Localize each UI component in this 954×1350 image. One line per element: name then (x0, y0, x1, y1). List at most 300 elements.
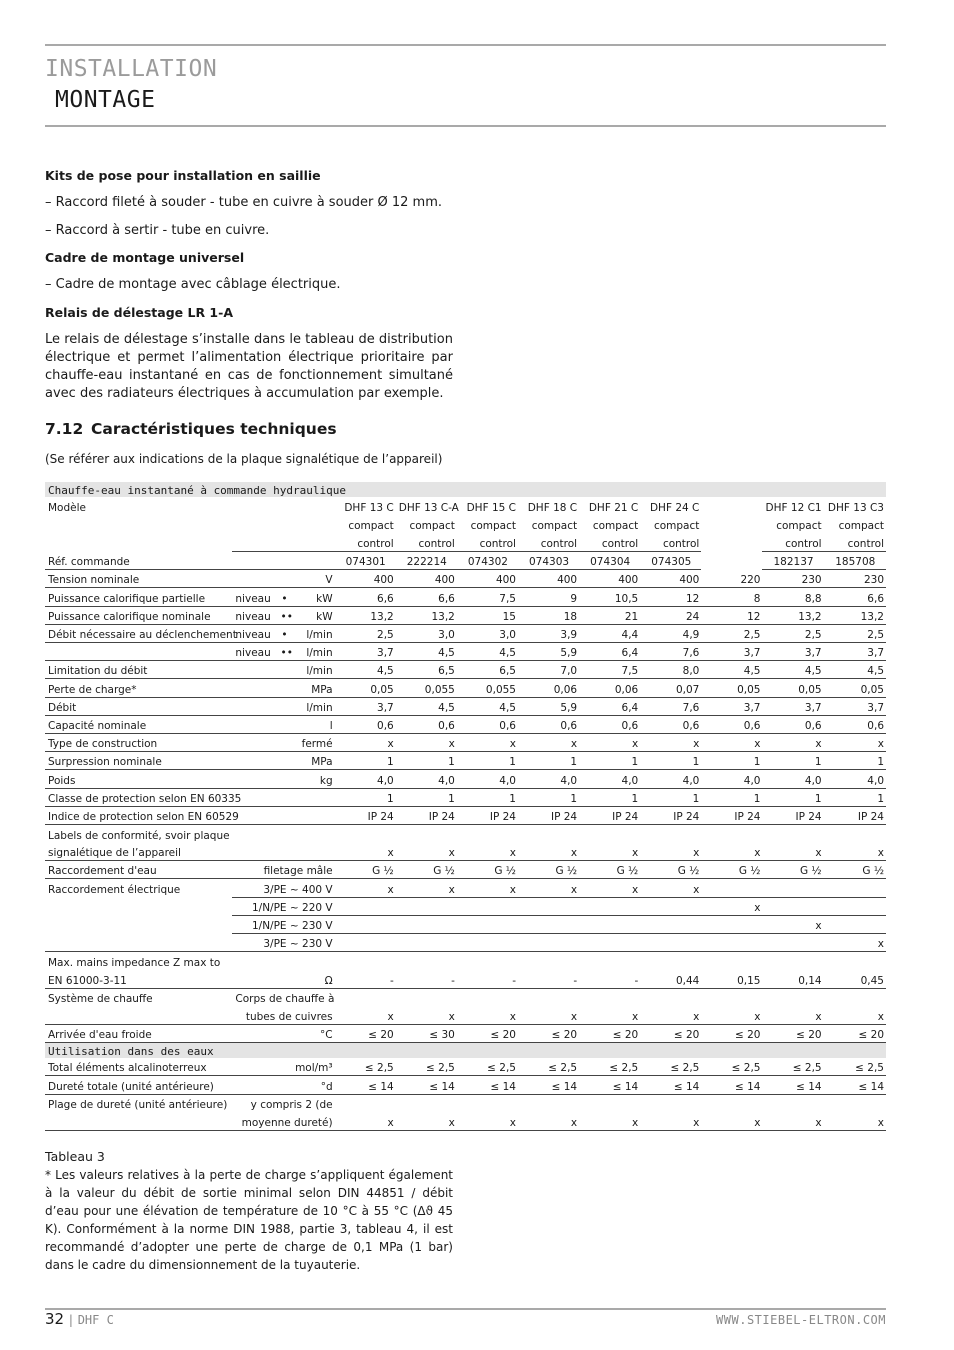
value-cell: IP 24 (701, 806, 762, 824)
value-cell: ≤ 14 (640, 1076, 701, 1094)
band-label: Chauffe-eau instantané à commande hydraulique (45, 482, 886, 497)
value-cell: 1 (518, 788, 579, 806)
value-cell: 3,7 (701, 697, 762, 715)
value-cell: 7,6 (640, 643, 701, 661)
row-bullet (278, 752, 291, 770)
table-row (45, 897, 886, 915)
row-qualifier: moyenne dureté) (232, 1112, 334, 1130)
value-cell: 230 (762, 570, 823, 588)
model-header-row (45, 515, 886, 533)
value-cell: 0,055 (396, 679, 457, 697)
value-cell: x (640, 1006, 701, 1024)
value-cell: 1 (396, 788, 457, 806)
value-cell: x (824, 1006, 886, 1024)
value-cell (824, 824, 886, 842)
row-bullet (278, 1024, 291, 1042)
value-cell: ≤ 20 (457, 1024, 518, 1042)
row-qualifier (232, 715, 277, 733)
value-cell (640, 824, 701, 842)
value-cell: G ½ (335, 861, 396, 879)
row-unit: MPa (291, 679, 335, 697)
value-cell: 0,44 (640, 970, 701, 988)
value-cell (701, 824, 762, 842)
row-label: Total éléments alcalinoterreux (45, 1058, 232, 1076)
table-row (45, 570, 886, 588)
value-cell: 7,0 (518, 661, 579, 679)
table-row (45, 788, 886, 806)
value-cell: 6,6 (824, 588, 886, 606)
value-cell: ≤ 2,5 (457, 1058, 518, 1076)
value-cell (518, 952, 579, 970)
table-row (45, 843, 886, 861)
value-cell: 2,5 (701, 624, 762, 642)
value-cell (762, 988, 823, 1006)
value-cell: 400 (579, 570, 640, 588)
value-cell (579, 915, 640, 933)
value-cell: 4,5 (457, 643, 518, 661)
value-cell: IP 24 (762, 806, 823, 824)
row-label: Capacité nominale (45, 715, 232, 733)
row-label: Réf. commande (45, 552, 232, 570)
table-row (45, 752, 886, 770)
row-label: Surpression nominale (45, 752, 232, 770)
row-label: Perte de charge* (45, 679, 232, 697)
value-cell: 0,05 (335, 679, 396, 697)
value-cell: ≤ 2,5 (824, 1058, 886, 1076)
row-qualifier: 3/PE ~ 400 V (232, 879, 334, 897)
row-bullet (278, 552, 291, 570)
value-cell: ≤ 2,5 (579, 1058, 640, 1076)
row-label (45, 915, 232, 933)
value-cell: x (579, 1112, 640, 1130)
value-cell: x (762, 915, 823, 933)
value-cell: 400 (396, 570, 457, 588)
value-cell: ≤ 20 (518, 1024, 579, 1042)
value-cell (824, 1094, 886, 1112)
model-name: DHF 18 C (527, 502, 578, 515)
model-name: control (518, 533, 579, 551)
value-cell: ≤ 20 (762, 1024, 823, 1042)
value-cell: x (762, 1112, 823, 1130)
model-name (701, 515, 762, 533)
value-cell: x (762, 843, 823, 861)
table-band (45, 1043, 886, 1058)
value-cell: ≤ 2,5 (762, 1058, 823, 1076)
kits-heading: Kits de pose pour installation en saillie (45, 168, 321, 183)
value-cell: ≤ 14 (457, 1076, 518, 1094)
value-cell: 1 (701, 752, 762, 770)
model-name: compact (531, 520, 578, 533)
value-cell: x (518, 1006, 579, 1024)
table-row (45, 624, 886, 642)
value-cell: 0,6 (335, 715, 396, 733)
value-cell (762, 1094, 823, 1112)
row-label (45, 934, 232, 952)
value-cell: - (457, 970, 518, 988)
value-cell: 185708 (824, 552, 886, 570)
model-header-row (45, 497, 886, 515)
table-row (45, 643, 886, 661)
table-row (45, 915, 886, 933)
row-unit: l (291, 715, 335, 733)
table-band (45, 482, 886, 497)
value-cell: ≤ 14 (518, 1076, 579, 1094)
value-cell: 9 (518, 588, 579, 606)
value-cell: x (396, 879, 457, 897)
row-qualifier: niveau (232, 643, 277, 661)
table-row (45, 934, 886, 952)
footnote (45, 1148, 453, 1274)
value-cell: 4,0 (518, 770, 579, 788)
value-cell (518, 824, 579, 842)
row-qualifier: niveau (232, 588, 277, 606)
value-cell: 2,5 (824, 624, 886, 642)
row-qualifier: 3/PE ~ 230 V (232, 934, 334, 952)
value-cell: 0,055 (457, 679, 518, 697)
spacer-cell (278, 533, 291, 551)
value-cell: G ½ (824, 861, 886, 879)
value-cell: 400 (518, 570, 579, 588)
value-cell (762, 824, 823, 842)
value-cell: x (457, 1006, 518, 1024)
page-number: 32 (45, 1310, 65, 1328)
model-name (701, 533, 762, 551)
row-bullet (278, 697, 291, 715)
value-cell (701, 988, 762, 1006)
row-unit: kg (291, 770, 335, 788)
value-cell (396, 915, 457, 933)
section-heading (45, 420, 337, 438)
table-row (45, 1112, 886, 1130)
table-row (45, 806, 886, 824)
value-cell: x (335, 879, 396, 897)
row-label: Limitation du débit (45, 661, 232, 679)
top-rule (45, 44, 886, 46)
row-label (45, 1112, 232, 1130)
value-cell: G ½ (762, 861, 823, 879)
value-cell: 0,05 (762, 679, 823, 697)
value-cell (335, 1094, 396, 1112)
value-cell: 1 (579, 752, 640, 770)
value-cell: 4,0 (335, 770, 396, 788)
table-row (45, 879, 886, 897)
value-cell (824, 988, 886, 1006)
value-cell: IP 24 (824, 806, 886, 824)
value-cell (640, 915, 701, 933)
value-cell (579, 824, 640, 842)
value-cell: x (457, 879, 518, 897)
row-label: Type de construction (45, 733, 232, 751)
value-cell: ≤ 14 (824, 1076, 886, 1094)
row-label: Indice de protection selon EN 60529 (45, 806, 232, 824)
model-name: DHF 24 C (649, 502, 700, 515)
row-bullet (278, 679, 291, 697)
row-unit: MPa (291, 752, 335, 770)
value-cell: 0,6 (518, 715, 579, 733)
row-bullet: •• (278, 643, 291, 661)
value-cell: 6,5 (396, 661, 457, 679)
value-cell: 0,15 (701, 970, 762, 988)
value-cell: x (762, 1006, 823, 1024)
value-cell (335, 934, 396, 952)
row-unit: kW (291, 606, 335, 624)
row-unit: kW (291, 588, 335, 606)
value-cell: x (335, 1006, 396, 1024)
value-cell: x (518, 733, 579, 751)
row-label: Tension nominale (45, 570, 232, 588)
model-name: DHF 12 C1 (765, 502, 822, 515)
model-name: DHF 21 C (588, 502, 639, 515)
row-qualifier: 1/N/PE ~ 220 V (232, 897, 334, 915)
value-cell: x (701, 897, 762, 915)
value-cell: 0,6 (824, 715, 886, 733)
row-label: Débit nécessaire au déclenchement (45, 624, 232, 642)
value-cell: 3,0 (396, 624, 457, 642)
table-row (45, 952, 886, 970)
row-unit: l/min (291, 643, 335, 661)
spacer-cell (291, 515, 335, 533)
value-cell (640, 988, 701, 1006)
value-cell: 400 (335, 570, 396, 588)
value-cell: 1 (640, 752, 701, 770)
row-label: Raccordement d'eau (45, 861, 232, 879)
value-cell: x (579, 879, 640, 897)
model-name: control (824, 533, 886, 551)
value-cell: x (640, 733, 701, 751)
value-cell (762, 879, 823, 897)
value-cell: 4,0 (640, 770, 701, 788)
row-unit (291, 806, 335, 824)
value-cell: ≤ 14 (396, 1076, 457, 1094)
value-cell: 3,7 (335, 643, 396, 661)
model-name: compact (592, 520, 639, 533)
value-cell: 6,5 (457, 661, 518, 679)
row-bullet (278, 770, 291, 788)
value-cell: x (701, 733, 762, 751)
value-cell (518, 1094, 579, 1112)
row-bullet (278, 733, 291, 751)
value-cell (396, 897, 457, 915)
value-cell: IP 24 (335, 806, 396, 824)
value-cell: 4,0 (701, 770, 762, 788)
value-cell: x (518, 879, 579, 897)
value-cell (518, 934, 579, 952)
value-cell: 12 (701, 606, 762, 624)
value-cell: 0,14 (762, 970, 823, 988)
value-cell: x (640, 879, 701, 897)
row-unit (291, 843, 335, 861)
table-row (45, 552, 886, 570)
website-link[interactable]: WWW.STIEBEL-ELTRON.COM (716, 1313, 886, 1327)
value-cell: x (579, 733, 640, 751)
value-cell: 400 (457, 570, 518, 588)
value-cell (579, 1094, 640, 1112)
header-rule (45, 125, 886, 127)
footer-rule (45, 1308, 886, 1310)
table-row (45, 679, 886, 697)
value-cell: 074303 (518, 552, 579, 570)
row-label: Système de chauffe (48, 993, 153, 1006)
row-qualifier (232, 843, 277, 861)
value-cell (335, 897, 396, 915)
value-cell: G ½ (640, 861, 701, 879)
value-cell: 182137 (762, 552, 823, 570)
value-cell: x (457, 843, 518, 861)
table-row (45, 970, 886, 988)
row-qualifier (232, 570, 277, 588)
value-cell: 7,6 (640, 697, 701, 715)
value-cell: 8 (701, 588, 762, 606)
row-bullet (278, 570, 291, 588)
section-note: (Se référer aux indications de la plaque signalétique de l’appareil) (45, 452, 443, 466)
value-cell: x (396, 843, 457, 861)
value-cell (701, 552, 762, 570)
value-cell: x (457, 733, 518, 751)
value-cell (457, 1094, 518, 1112)
value-cell: x (762, 733, 823, 751)
row-label (45, 897, 232, 915)
value-cell (640, 952, 701, 970)
row-bullet: • (278, 588, 291, 606)
spacer-cell (291, 497, 335, 515)
value-cell: 7,5 (457, 588, 518, 606)
value-cell: IP 24 (640, 806, 701, 824)
value-cell: x (701, 1112, 762, 1130)
value-cell (335, 915, 396, 933)
model-header-row (45, 533, 886, 551)
value-cell: x (824, 843, 886, 861)
value-cell: 1 (762, 752, 823, 770)
value-cell: x (824, 733, 886, 751)
value-cell: 0,6 (579, 715, 640, 733)
section-number: 7.12 (45, 420, 84, 438)
row-bullet (278, 970, 291, 988)
row-qualifier (232, 697, 277, 715)
value-cell: IP 24 (396, 806, 457, 824)
value-cell: 2,5 (762, 624, 823, 642)
value-cell: 1 (640, 788, 701, 806)
row-bullet (278, 1058, 291, 1076)
value-cell: x (335, 843, 396, 861)
spacer-cell (291, 533, 335, 551)
table-row (45, 770, 886, 788)
value-cell (335, 988, 396, 1006)
value-cell (640, 1094, 701, 1112)
value-cell: - (396, 970, 457, 988)
value-cell: x (579, 1006, 640, 1024)
value-cell: 4,0 (824, 770, 886, 788)
value-cell: 1 (335, 752, 396, 770)
model-name: compact (470, 520, 516, 533)
value-cell: 13,2 (396, 606, 457, 624)
row-bullet (278, 788, 291, 806)
value-cell: 0,06 (518, 679, 579, 697)
frame-item: – Cadre de montage avec câblage électrique. (45, 277, 341, 292)
table-caption: Tableau 3 (45, 1149, 105, 1164)
value-cell: 074305 (640, 552, 701, 570)
row-qualifier: niveau (232, 606, 277, 624)
value-cell (396, 934, 457, 952)
value-cell (824, 897, 886, 915)
value-cell: ≤ 20 (824, 1024, 886, 1042)
row-label: Arrivée d'eau froide (45, 1024, 232, 1042)
value-cell: ≤ 30 (396, 1024, 457, 1042)
row-qualifier (232, 1076, 277, 1094)
footnote-text: * Les valeurs relatives à la perte de charge s’appliquent également à la valeur du débit de sortie minimal selon DIN 44851 / débit d’eau pour une élévation de température de 10 °C à 55 °C (Δϑ 45 K). Conformément à la norme DIN 1988, partie 3, tableau 4, il est recommandé d’adopter une perte de charge de 0,1 MPa (1 bar) dans le cadre du dimensionnement de la tuyauterie. (45, 1168, 453, 1272)
model-name: DHF 13 C (344, 502, 394, 515)
value-cell: 1 (701, 788, 762, 806)
value-cell: 2,5 (335, 624, 396, 642)
value-cell: ≤ 2,5 (640, 1058, 701, 1076)
value-cell: 6,6 (335, 588, 396, 606)
value-cell: 3,7 (335, 697, 396, 715)
value-cell (396, 988, 457, 1006)
table-row (45, 824, 886, 842)
value-cell: 4,0 (457, 770, 518, 788)
value-cell: - (518, 970, 579, 988)
value-cell: x (396, 1112, 457, 1130)
model-name: DHF 13 C3 (827, 502, 884, 515)
row-label: Plage de dureté (unité antérieure) (48, 1099, 228, 1112)
value-cell: ≤ 2,5 (518, 1058, 579, 1076)
value-cell: 8,0 (640, 661, 701, 679)
table-row (45, 661, 886, 679)
spacer-cell (278, 515, 291, 533)
row-qualifier (232, 661, 277, 679)
row-unit: l/min (291, 624, 335, 642)
value-cell: x (457, 1112, 518, 1130)
value-cell: 1 (335, 788, 396, 806)
value-cell: x (396, 1006, 457, 1024)
value-cell: G ½ (701, 861, 762, 879)
value-cell (396, 952, 457, 970)
spacer-cell (232, 497, 277, 515)
value-cell (701, 879, 762, 897)
row-unit (291, 952, 335, 970)
value-cell: x (335, 1112, 396, 1130)
value-cell: 4,5 (396, 697, 457, 715)
value-cell (335, 952, 396, 970)
table-row (45, 606, 886, 624)
row-bullet (278, 824, 291, 842)
value-cell: 0,6 (701, 715, 762, 733)
value-cell: ≤ 14 (335, 1076, 396, 1094)
row-bullet: •• (278, 606, 291, 624)
value-cell: 4,9 (640, 624, 701, 642)
value-cell (640, 934, 701, 952)
row-label: Puissance calorifique nominale (45, 606, 232, 624)
table-row (45, 988, 886, 1006)
value-cell (762, 952, 823, 970)
row-qualifier: Corps de chauffe à (235, 993, 335, 1006)
value-cell: 8,8 (762, 588, 823, 606)
row-label (45, 1006, 232, 1024)
row-qualifier: filetage mâle (232, 861, 334, 879)
value-cell: ≤ 14 (762, 1076, 823, 1094)
value-cell: 230 (824, 570, 886, 588)
value-cell: 3,7 (824, 643, 886, 661)
value-cell: IP 24 (457, 806, 518, 824)
value-cell (579, 934, 640, 952)
row-unit (291, 552, 335, 570)
row-unit: °C (291, 1024, 335, 1042)
value-cell: x (518, 1112, 579, 1130)
value-cell: - (335, 970, 396, 988)
value-cell (518, 988, 579, 1006)
model-name: DHF 15 C (466, 502, 516, 515)
value-cell: ≤ 20 (579, 1024, 640, 1042)
value-cell (518, 915, 579, 933)
